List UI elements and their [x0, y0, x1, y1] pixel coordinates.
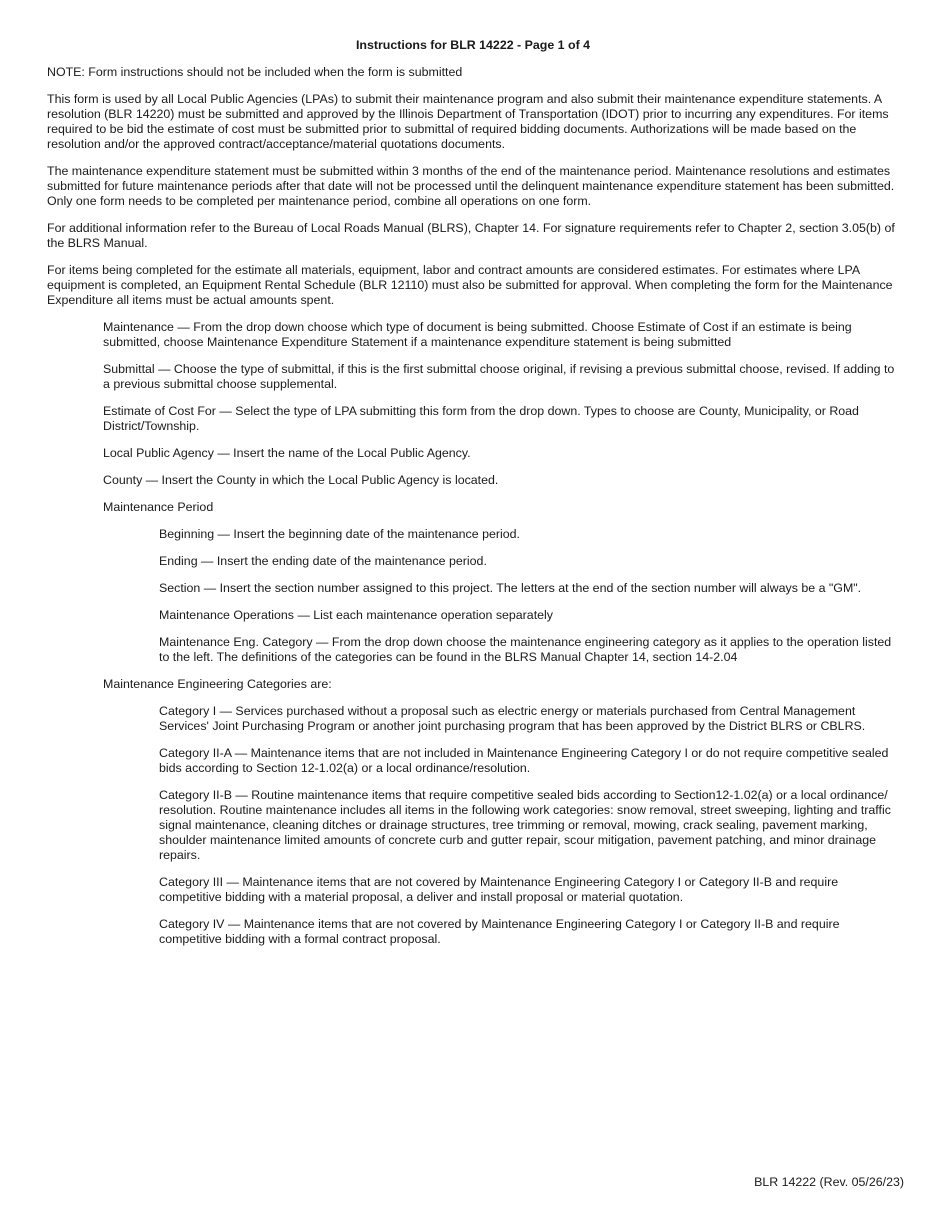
- category-ii-a: Category II-A — Maintenance items that are not included in Maintenance Engineering Category I or do not require competitive sealed bids according to Section 12-1.02(a) or a local ordinance/resolution.: [159, 746, 889, 775]
- field-instruction-submittal: Submittal — Choose the type of submittal, if this is the first submittal choose original, if revising a previous submittal choose, revised. If adding to a previous submittal choose supplemental.: [103, 362, 895, 391]
- category-iii: Category III — Maintenance items that are not covered by Maintenance Engineering Category I or Category II-B and require competitive bidding with a material proposal, a deliver and install proposal or material quotation.: [159, 875, 839, 904]
- maintenance-period-heading: Maintenance Period: [103, 500, 214, 514]
- field-instruction-county: County — Insert the County in which the Local Public Agency is located.: [103, 473, 499, 487]
- categories-heading: Maintenance Engineering Categories are:: [103, 677, 332, 691]
- period-instruction-beginning: Beginning — Insert the beginning date of the maintenance period.: [159, 527, 520, 541]
- period-instruction-ending: Ending — Insert the ending date of the maintenance period.: [159, 554, 487, 568]
- period-instruction-eng-category: Maintenance Eng. Category — From the drop down choose the maintenance engineering category as it applies to the operation listed to the left. The definitions of the categories can be found in the BLRS Manual Chapter 14, section 14-2.04: [159, 635, 892, 664]
- instructions-page: [47, 38, 899, 959]
- page-title: Instructions for BLR 14222 - Page 1 of 4: [355, 38, 591, 52]
- category-ii-b: Category II-B — Routine maintenance items that require competitive sealed bids according to Section12-1.02(a) or a local ordinance/ resolution. Routine maintenance includes all items in the following work categories: snow removal, street sweeping, lighting and traffic signal maintenance, cleaning ditches or drainage structures, tree trimming or removal, mowing, crack sealing, pavement marking, shoulder maintenance limited amounts of concrete curb and gutter repair, scour mitigation, pavement patching, and minor drainage repairs.: [159, 788, 891, 862]
- intro-paragraph: The maintenance expenditure statement must be submitted within 3 months of the end of the maintenance period. Maintenance resolutions and estimates submitted for future maintenance periods after that date will not be processed until the delinquent maintenance expenditure statement has been submitted. Only one form needs to be completed per maintenance period, combine all operations on one form.: [47, 164, 895, 208]
- category-i: Category I — Services purchased without a proposal such as electric energy or materials purchased from Central Management Services' Joint Purchasing Program or another joint purchasing program that has been approved by the District BLRS or CBLRS.: [159, 704, 866, 733]
- note-paragraph: NOTE: Form instructions should not be included when the form is submitted: [47, 65, 463, 79]
- category-iv: Category IV — Maintenance items that are not covered by Maintenance Engineering Category I or Category II-B and require competitive bidding with a formal contract proposal.: [159, 917, 840, 946]
- intro-paragraph: For items being completed for the estimate all materials, equipment, labor and contract amounts are considered estimates. For estimates where LPA equipment is completed, an Equipment Rental Schedule (BLR 12110) must also be submitted for approval. When completing the form for the Maintenance Expenditure all items must be actual amounts spent.: [47, 263, 893, 307]
- period-instruction-operations: Maintenance Operations — List each maintenance operation separately: [159, 608, 553, 622]
- field-instruction-lpa: Local Public Agency — Insert the name of the Local Public Agency.: [103, 446, 471, 460]
- intro-paragraph: This form is used by all Local Public Agencies (LPAs) to submit their maintenance program and also submit their maintenance expenditure statements. A resolution (BLR 14220) must be submitted and approved by the Illinois Department of Transportation (IDOT) prior to incurring any expenditures. For items required to be bid the estimate of cost must be submitted prior to submittal of required bidding documents. Authorizations will be made based on the resolution and/or the approved contract/acceptance/material quotations documents.: [47, 92, 889, 151]
- field-instruction-maintenance: Maintenance — From the drop down choose which type of document is being submitted. Choose Estimate of Cost if an estimate is being submitted, choose Maintenance Expenditure Statement if a maintenance expenditure statement is being submitted: [103, 320, 852, 349]
- field-instruction-estimate-for: Estimate of Cost For — Select the type of LPA submitting this form from the drop down. Types to choose are County, Municipality, or Road District/Township.: [103, 404, 859, 433]
- intro-paragraph: For additional information refer to the Bureau of Local Roads Manual (BLRS), Chapter 14. For signature requirements refer to Chapter 2, section 3.05(b) of the BLRS Manual.: [47, 221, 895, 250]
- form-revision-footer: BLR 14222 (Rev. 05/26/23): [754, 1175, 904, 1189]
- period-instruction-section: Section — Insert the section number assigned to this project. The letters at the end of the section number will always be a "GM".: [159, 581, 862, 595]
